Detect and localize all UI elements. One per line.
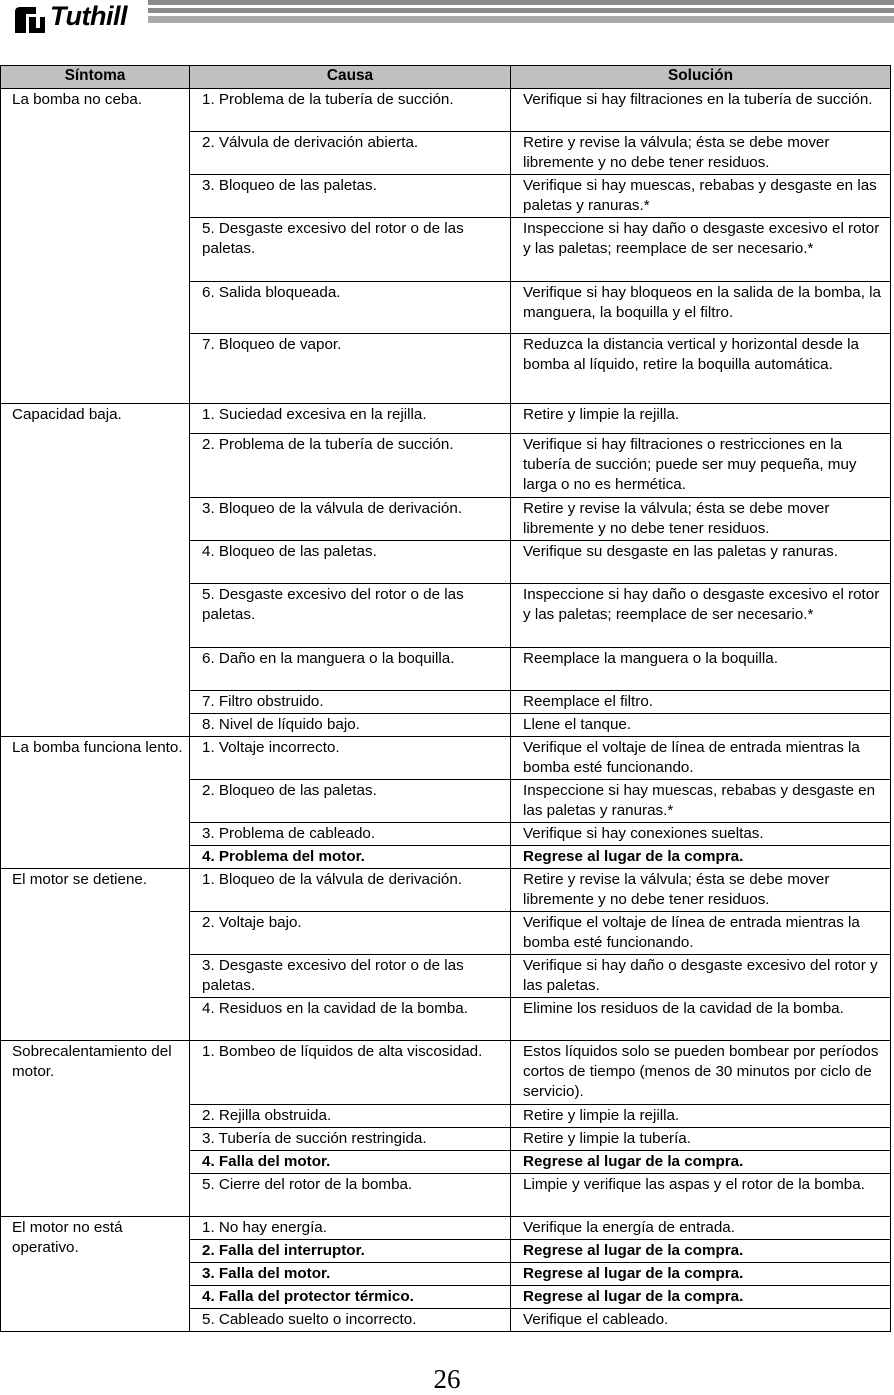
cause-cell: 2. Voltaje bajo. (190, 912, 511, 955)
cause-cell: 5. Cableado suelto o incorrecto. (190, 1309, 511, 1332)
cause-cell: 4. Falla del protector térmico. (190, 1286, 511, 1309)
solution-cell: Llene el tanque. (511, 714, 891, 737)
solution-cell: Verifique el voltaje de línea de entrada mientras la bomba esté funcionando. (511, 737, 891, 780)
header-symptom: Síntoma (1, 66, 190, 89)
cause-cell: 2. Válvula de derivación abierta. (190, 132, 511, 175)
solution-cell: Retire y revise la válvula; ésta se debe mover libremente y no debe tener residuos. (511, 498, 891, 541)
cause-cell: 3. Tubería de succión restringida. (190, 1128, 511, 1151)
solution-cell: Retire y limpie la tubería. (511, 1128, 891, 1151)
cause-cell: 4. Problema del motor. (190, 846, 511, 869)
cause-cell: 1. Bloqueo de la válvula de derivación. (190, 869, 511, 912)
cause-cell: 3. Problema de cableado. (190, 823, 511, 846)
solution-cell: Verifique si hay conexiones sueltas. (511, 823, 891, 846)
table-header-row (1, 66, 891, 89)
solution-cell: Regrese al lugar de la compra. (511, 1263, 891, 1286)
cause-cell: 3. Desgaste excesivo del rotor o de las paletas. (190, 955, 511, 998)
solution-cell: Elimine los residuos de la cavidad de la bomba. (511, 998, 891, 1041)
solution-cell: Retire y limpie la rejilla. (511, 1105, 891, 1128)
solution-cell: Verifique si hay muescas, rebabas y desgaste en las paletas y ranuras.* (511, 175, 891, 218)
cause-cell: 6. Daño en la manguera o la boquilla. (190, 648, 511, 691)
solution-cell: Verifique el cableado. (511, 1309, 891, 1332)
solution-cell: Regrese al lugar de la compra. (511, 1240, 891, 1263)
symptom-cell: El motor no está operativo. (1, 1217, 190, 1332)
solution-cell: Limpie y verifique las aspas y el rotor de la bomba. (511, 1174, 891, 1217)
cause-cell: 2. Rejilla obstruida. (190, 1105, 511, 1128)
cause-cell: 5. Desgaste excesivo del rotor o de las paletas. (190, 584, 511, 648)
solution-cell: Inspeccione si hay daño o desgaste excesivo el rotor y las paletas; reemplace de ser necesario.* (511, 584, 891, 648)
table-row (1, 1217, 891, 1240)
brand-name: Tuthill (50, 1, 127, 31)
solution-cell: Inspeccione si hay muescas, rebabas y desgaste en las paletas y ranuras.* (511, 780, 891, 823)
solution-cell: Estos líquidos solo se pueden bombear por períodos cortos de tiempo (menos de 30 minutos por ciclo de servicio). (511, 1041, 891, 1105)
table-row (1, 737, 891, 780)
solution-cell: Retire y revise la válvula; ésta se debe mover libremente y no debe tener residuos. (511, 869, 891, 912)
solution-cell: Retire y revise la válvula; ésta se debe mover libremente y no debe tener residuos. (511, 132, 891, 175)
page-number: 26 (433, 1364, 461, 1394)
cause-cell: 7. Filtro obstruido. (190, 691, 511, 714)
cause-cell: 8. Nivel de líquido bajo. (190, 714, 511, 737)
table-row (1, 89, 891, 132)
cause-cell: 3. Falla del motor. (190, 1263, 511, 1286)
table-body (1, 89, 891, 1332)
solution-cell: Reduzca la distancia vertical y horizontal desde la bomba al líquido, retire la boquilla automática. (511, 334, 891, 404)
solution-cell: Inspeccione si hay daño o desgaste excesivo el rotor y las paletas; reemplace de ser necesario.* (511, 218, 891, 282)
cause-cell: 1. No hay energía. (190, 1217, 511, 1240)
cause-cell: 5. Cierre del rotor de la bomba. (190, 1174, 511, 1217)
table-row (1, 1041, 891, 1105)
symptom-cell: Sobrecalentamiento del motor. (1, 1041, 190, 1217)
troubleshooting-table-wrapper (0, 65, 890, 1332)
solution-cell: Reemplace la manguera o la boquilla. (511, 648, 891, 691)
solution-cell: Verifique si hay filtraciones o restricciones en la tubería de succión; puede ser muy pequeña, muy larga o no es hermética. (511, 434, 891, 498)
symptom-cell: Capacidad baja. (1, 404, 190, 737)
solution-cell: Verifique su desgaste en las paletas y ranuras. (511, 541, 891, 584)
tuthill-logo-icon (14, 6, 46, 34)
symptom-cell: La bomba funciona lento. (1, 737, 190, 869)
solution-cell: Regrese al lugar de la compra. (511, 846, 891, 869)
solution-cell: Verifique el voltaje de línea de entrada mientras la bomba esté funcionando. (511, 912, 891, 955)
symptom-cell: La bomba no ceba. (1, 89, 190, 404)
troubleshooting-table (0, 65, 891, 1332)
page-header (0, 0, 894, 50)
cause-cell: 2. Falla del interruptor. (190, 1240, 511, 1263)
header-solution: Solución (511, 66, 891, 89)
header-decorative-bars (148, 0, 894, 30)
cause-cell: 5. Desgaste excesivo del rotor o de las paletas. (190, 218, 511, 282)
solution-cell: Verifique si hay daño o desgaste excesivo del rotor y las paletas. (511, 955, 891, 998)
solution-cell: Retire y limpie la rejilla. (511, 404, 891, 434)
cause-cell: 4. Residuos en la cavidad de la bomba. (190, 998, 511, 1041)
cause-cell: 3. Bloqueo de las paletas. (190, 175, 511, 218)
cause-cell: 1. Voltaje incorrecto. (190, 737, 511, 780)
cause-cell: 1. Suciedad excesiva en la rejilla. (190, 404, 511, 434)
solution-cell: Reemplace el filtro. (511, 691, 891, 714)
table-row (1, 869, 891, 912)
solution-cell: Regrese al lugar de la compra. (511, 1151, 891, 1174)
cause-cell: 3. Bloqueo de la válvula de derivación. (190, 498, 511, 541)
cause-cell: 1. Bombeo de líquidos de alta viscosidad. (190, 1041, 511, 1105)
cause-cell: 1. Problema de la tubería de succión. (190, 89, 511, 132)
header-cause: Causa (190, 66, 511, 89)
cause-cell: 6. Salida bloqueada. (190, 282, 511, 334)
table-row (1, 404, 891, 434)
solution-cell: Verifique si hay bloqueos en la salida de la bomba, la manguera, la boquilla y el filtro. (511, 282, 891, 334)
cause-cell: 7. Bloqueo de vapor. (190, 334, 511, 404)
cause-cell: 4. Falla del motor. (190, 1151, 511, 1174)
solution-cell: Verifique si hay filtraciones en la tubería de succión. (511, 89, 891, 132)
solution-cell: Verifique la energía de entrada. (511, 1217, 891, 1240)
cause-cell: 2. Bloqueo de las paletas. (190, 780, 511, 823)
solution-cell: Regrese al lugar de la compra. (511, 1286, 891, 1309)
symptom-cell: El motor se detiene. (1, 869, 190, 1041)
cause-cell: 4. Bloqueo de las paletas. (190, 541, 511, 584)
cause-cell: 2. Problema de la tubería de succión. (190, 434, 511, 498)
